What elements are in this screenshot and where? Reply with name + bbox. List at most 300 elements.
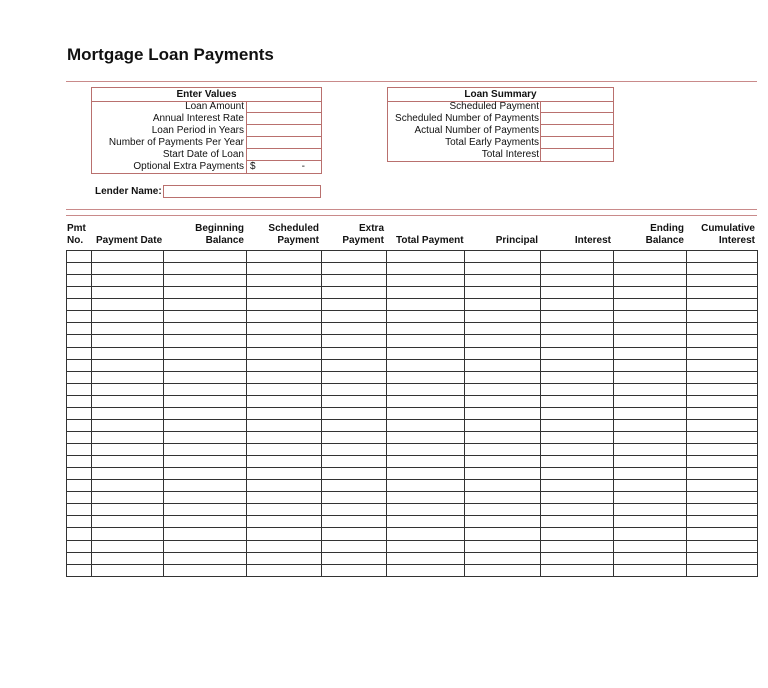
table-cell[interactable] — [247, 359, 322, 371]
table-cell[interactable] — [164, 407, 247, 419]
table-cell[interactable] — [614, 335, 687, 347]
table-cell[interactable] — [465, 431, 541, 443]
table-cell[interactable] — [322, 492, 387, 504]
table-cell[interactable] — [465, 251, 541, 263]
table-cell[interactable] — [387, 275, 465, 287]
table-cell[interactable] — [322, 275, 387, 287]
table-cell[interactable] — [322, 552, 387, 564]
table-cell[interactable] — [465, 359, 541, 371]
table-cell[interactable] — [687, 347, 758, 359]
table-cell[interactable] — [541, 371, 614, 383]
table-cell[interactable] — [322, 311, 387, 323]
table-cell[interactable] — [541, 528, 614, 540]
table-cell[interactable] — [164, 251, 247, 263]
table-cell[interactable] — [247, 419, 322, 431]
table-cell[interactable] — [387, 251, 465, 263]
table-cell[interactable] — [67, 323, 92, 335]
table-cell[interactable] — [387, 347, 465, 359]
table-cell[interactable] — [247, 480, 322, 492]
table-cell[interactable] — [322, 395, 387, 407]
table-cell[interactable] — [387, 371, 465, 383]
table-cell[interactable] — [687, 395, 758, 407]
table-cell[interactable] — [614, 431, 687, 443]
table-cell[interactable] — [92, 444, 164, 456]
table-cell[interactable] — [465, 323, 541, 335]
table-cell[interactable] — [247, 528, 322, 540]
table-cell[interactable] — [465, 564, 541, 576]
table-cell[interactable] — [322, 564, 387, 576]
table-cell[interactable] — [92, 407, 164, 419]
table-cell[interactable] — [247, 407, 322, 419]
table-cell[interactable] — [614, 371, 687, 383]
table-cell[interactable] — [164, 492, 247, 504]
lender-name-label: Lender Name: — [95, 186, 162, 197]
table-cell[interactable] — [92, 504, 164, 516]
extra-payments-field[interactable] — [246, 161, 321, 173]
table-cell[interactable] — [92, 456, 164, 468]
table-cell[interactable] — [465, 540, 541, 552]
table-cell[interactable] — [614, 468, 687, 480]
table-cell[interactable] — [322, 251, 387, 263]
table-cell[interactable] — [322, 299, 387, 311]
table-cell[interactable] — [164, 431, 247, 443]
table-cell[interactable] — [92, 540, 164, 552]
table-cell[interactable] — [92, 347, 164, 359]
table-cell[interactable] — [541, 516, 614, 528]
table-cell[interactable] — [164, 468, 247, 480]
table-cell[interactable] — [687, 480, 758, 492]
table-cell[interactable] — [164, 263, 247, 275]
table-cell[interactable] — [92, 287, 164, 299]
table-cell[interactable] — [541, 456, 614, 468]
table-cell[interactable] — [322, 371, 387, 383]
table-cell[interactable] — [387, 552, 465, 564]
table-cell[interactable] — [687, 311, 758, 323]
table-cell[interactable] — [387, 540, 465, 552]
actual-number-label: Actual Number of Payments — [414, 125, 539, 136]
table-cell[interactable] — [247, 251, 322, 263]
table-cell[interactable] — [164, 275, 247, 287]
table-cell[interactable] — [247, 287, 322, 299]
table-cell[interactable] — [322, 287, 387, 299]
table-cell[interactable] — [164, 287, 247, 299]
table-cell[interactable] — [67, 540, 92, 552]
table-cell[interactable] — [465, 371, 541, 383]
table-cell[interactable] — [92, 359, 164, 371]
table-cell[interactable] — [67, 419, 92, 431]
table-cell[interactable] — [67, 528, 92, 540]
header-line1 — [464, 223, 538, 235]
table-cell[interactable] — [687, 287, 758, 299]
table-cell[interactable] — [322, 480, 387, 492]
table-row — [67, 528, 758, 540]
table-cell[interactable] — [465, 444, 541, 456]
header-line2: Payment Date — [96, 235, 163, 246]
header-ending-balance — [613, 223, 684, 247]
table-cell[interactable] — [67, 431, 92, 443]
table-cell[interactable] — [465, 468, 541, 480]
table-cell[interactable] — [614, 552, 687, 564]
table-cell[interactable] — [614, 287, 687, 299]
table-cell[interactable] — [541, 540, 614, 552]
table-cell[interactable] — [247, 395, 322, 407]
table-cell[interactable] — [465, 528, 541, 540]
header-beginning-balance — [163, 223, 244, 247]
table-cell[interactable] — [614, 275, 687, 287]
table-cell[interactable] — [541, 323, 614, 335]
table-cell[interactable] — [541, 383, 614, 395]
table-cell[interactable] — [614, 444, 687, 456]
table-cell[interactable] — [614, 395, 687, 407]
table-cell[interactable] — [67, 383, 92, 395]
table-cell[interactable] — [387, 407, 465, 419]
table-cell[interactable] — [387, 564, 465, 576]
table-cell[interactable] — [67, 516, 92, 528]
table-cell[interactable] — [687, 263, 758, 275]
table-cell[interactable] — [164, 480, 247, 492]
table-cell[interactable] — [322, 359, 387, 371]
table-cell[interactable] — [541, 335, 614, 347]
table-cell[interactable] — [247, 516, 322, 528]
table-cell[interactable] — [541, 263, 614, 275]
table-cell[interactable] — [92, 299, 164, 311]
table-cell[interactable] — [687, 251, 758, 263]
table-cell[interactable] — [322, 383, 387, 395]
table-cell[interactable] — [614, 251, 687, 263]
table-cell[interactable] — [541, 359, 614, 371]
table-cell[interactable] — [247, 431, 322, 443]
table-row — [67, 407, 758, 419]
table-cell[interactable] — [687, 564, 758, 576]
table-cell[interactable] — [687, 492, 758, 504]
table-cell[interactable] — [322, 263, 387, 275]
table-cell[interactable] — [164, 540, 247, 552]
table-cell[interactable] — [92, 263, 164, 275]
table-cell[interactable] — [247, 275, 322, 287]
table-cell[interactable] — [541, 444, 614, 456]
table-cell[interactable] — [687, 516, 758, 528]
table-cell[interactable] — [387, 359, 465, 371]
table-cell[interactable] — [67, 371, 92, 383]
table-cell[interactable] — [92, 371, 164, 383]
table-cell[interactable] — [322, 323, 387, 335]
payments-per-year-field[interactable] — [246, 137, 321, 149]
table-cell[interactable] — [687, 299, 758, 311]
table-cell[interactable] — [614, 564, 687, 576]
table-cell[interactable] — [387, 480, 465, 492]
table-cell[interactable] — [465, 335, 541, 347]
table-cell[interactable] — [164, 323, 247, 335]
table-cell[interactable] — [687, 407, 758, 419]
table-cell[interactable] — [687, 323, 758, 335]
table-cell[interactable] — [387, 492, 465, 504]
table-cell[interactable] — [92, 383, 164, 395]
table-cell[interactable] — [541, 480, 614, 492]
table-cell[interactable] — [614, 480, 687, 492]
table-cell[interactable] — [247, 492, 322, 504]
table-cell[interactable] — [67, 311, 92, 323]
table-cell[interactable] — [67, 552, 92, 564]
table-cell[interactable] — [247, 552, 322, 564]
header-cumulative-interest — [686, 223, 755, 247]
table-cell[interactable] — [67, 275, 92, 287]
table-cell[interactable] — [322, 456, 387, 468]
table-cell[interactable] — [67, 335, 92, 347]
table-cell[interactable] — [247, 311, 322, 323]
table-row — [67, 299, 758, 311]
table-cell[interactable] — [67, 395, 92, 407]
table-cell[interactable] — [164, 444, 247, 456]
table-cell[interactable] — [322, 516, 387, 528]
table-cell[interactable] — [614, 492, 687, 504]
table-cell[interactable] — [387, 263, 465, 275]
table-cell[interactable] — [387, 419, 465, 431]
table-cell[interactable] — [541, 395, 614, 407]
table-cell[interactable] — [92, 492, 164, 504]
table-cell[interactable] — [541, 431, 614, 443]
loan-period-field[interactable] — [246, 125, 321, 137]
table-cell[interactable] — [67, 480, 92, 492]
table-cell[interactable] — [387, 444, 465, 456]
table-cell[interactable] — [687, 335, 758, 347]
table-cell[interactable] — [92, 431, 164, 443]
table-cell[interactable] — [164, 419, 247, 431]
table-cell[interactable] — [247, 299, 322, 311]
table-cell[interactable] — [92, 335, 164, 347]
table-cell[interactable] — [614, 299, 687, 311]
table-cell[interactable] — [687, 444, 758, 456]
table-cell[interactable] — [465, 347, 541, 359]
table-cell[interactable] — [164, 395, 247, 407]
table-cell[interactable] — [541, 407, 614, 419]
table-cell[interactable] — [614, 311, 687, 323]
table-cell[interactable] — [92, 480, 164, 492]
table-row — [67, 456, 758, 468]
table-cell[interactable] — [387, 287, 465, 299]
header-line1: Beginning — [195, 223, 244, 234]
table-cell[interactable] — [322, 347, 387, 359]
table-cell[interactable] — [92, 516, 164, 528]
table-cell[interactable] — [67, 251, 92, 263]
table-cell[interactable] — [465, 504, 541, 516]
table-cell[interactable] — [67, 263, 92, 275]
table-cell[interactable] — [465, 407, 541, 419]
table-cell[interactable] — [614, 540, 687, 552]
table-cell[interactable] — [247, 456, 322, 468]
table-cell[interactable] — [67, 359, 92, 371]
table-cell[interactable] — [614, 323, 687, 335]
table-cell[interactable] — [687, 456, 758, 468]
table-cell[interactable] — [687, 468, 758, 480]
table-cell[interactable] — [465, 456, 541, 468]
table-cell[interactable] — [687, 359, 758, 371]
table-cell[interactable] — [322, 468, 387, 480]
table-cell[interactable] — [387, 516, 465, 528]
table-cell[interactable] — [164, 311, 247, 323]
table-cell[interactable] — [164, 528, 247, 540]
table-cell[interactable] — [614, 347, 687, 359]
table-cell[interactable] — [541, 564, 614, 576]
table-cell[interactable] — [247, 504, 322, 516]
table-row — [67, 468, 758, 480]
table-cell[interactable] — [387, 299, 465, 311]
table-cell[interactable] — [541, 419, 614, 431]
table-row — [67, 480, 758, 492]
total-early-payments-field — [540, 137, 613, 149]
table-cell[interactable] — [322, 407, 387, 419]
table-cell[interactable] — [687, 371, 758, 383]
table-cell[interactable] — [247, 371, 322, 383]
start-date-field[interactable] — [246, 149, 321, 161]
header-principal — [464, 223, 538, 247]
table-cell[interactable] — [67, 287, 92, 299]
table-cell[interactable] — [687, 419, 758, 431]
table-cell[interactable] — [92, 275, 164, 287]
table-cell[interactable] — [247, 347, 322, 359]
table-cell[interactable] — [164, 504, 247, 516]
table-cell[interactable] — [387, 383, 465, 395]
table-cell[interactable] — [322, 335, 387, 347]
table-cell[interactable] — [67, 564, 92, 576]
table-cell[interactable] — [614, 359, 687, 371]
table-cell[interactable] — [247, 263, 322, 275]
table-cell[interactable] — [465, 383, 541, 395]
table-cell[interactable] — [164, 456, 247, 468]
table-cell[interactable] — [92, 251, 164, 263]
table-cell[interactable] — [92, 395, 164, 407]
table-cell[interactable] — [67, 468, 92, 480]
table-cell[interactable] — [322, 431, 387, 443]
table-cell[interactable] — [614, 383, 687, 395]
loan-amount-field[interactable] — [246, 101, 321, 113]
table-cell[interactable] — [322, 540, 387, 552]
interest-rate-field[interactable] — [246, 113, 321, 125]
table-cell[interactable] — [465, 275, 541, 287]
table-cell[interactable] — [387, 456, 465, 468]
table-cell[interactable] — [67, 299, 92, 311]
table-cell[interactable] — [67, 407, 92, 419]
table-cell[interactable] — [92, 528, 164, 540]
table-cell[interactable] — [687, 431, 758, 443]
table-cell[interactable] — [614, 263, 687, 275]
table-cell[interactable] — [164, 335, 247, 347]
table-cell[interactable] — [387, 311, 465, 323]
table-cell[interactable] — [164, 383, 247, 395]
table-cell[interactable] — [541, 492, 614, 504]
table-cell[interactable] — [541, 299, 614, 311]
table-cell[interactable] — [687, 383, 758, 395]
table-cell[interactable] — [465, 299, 541, 311]
header-line2: Balance — [645, 235, 684, 246]
table-cell[interactable] — [387, 528, 465, 540]
table-cell[interactable] — [465, 311, 541, 323]
table-cell[interactable] — [614, 528, 687, 540]
table-cell[interactable] — [465, 492, 541, 504]
table-cell[interactable] — [322, 528, 387, 540]
header-line2: Payment — [277, 235, 319, 246]
table-cell[interactable] — [164, 299, 247, 311]
table-cell[interactable] — [687, 540, 758, 552]
table-cell[interactable] — [247, 383, 322, 395]
table-cell[interactable] — [164, 371, 247, 383]
table-cell[interactable] — [247, 444, 322, 456]
table-cell[interactable] — [387, 335, 465, 347]
table-cell[interactable] — [387, 431, 465, 443]
table-cell[interactable] — [541, 287, 614, 299]
table-cell[interactable] — [465, 263, 541, 275]
table-cell[interactable] — [67, 492, 92, 504]
table-cell[interactable] — [387, 395, 465, 407]
table-row — [67, 419, 758, 431]
extra-payments-value: - — [301, 161, 305, 172]
table-cell[interactable] — [67, 456, 92, 468]
table-cell[interactable] — [687, 552, 758, 564]
table-row — [67, 552, 758, 564]
table-cell[interactable] — [67, 347, 92, 359]
table-cell[interactable] — [387, 468, 465, 480]
table-cell[interactable] — [541, 251, 614, 263]
table-cell[interactable] — [541, 552, 614, 564]
table-cell[interactable] — [387, 323, 465, 335]
table-cell[interactable] — [322, 504, 387, 516]
table-cell[interactable] — [67, 444, 92, 456]
table-cell[interactable] — [164, 516, 247, 528]
table-cell[interactable] — [465, 287, 541, 299]
table-cell[interactable] — [92, 564, 164, 576]
table-cell[interactable] — [92, 552, 164, 564]
table-cell[interactable] — [541, 347, 614, 359]
table-cell[interactable] — [164, 552, 247, 564]
table-cell[interactable] — [687, 504, 758, 516]
table-cell[interactable] — [322, 419, 387, 431]
table-cell[interactable] — [541, 311, 614, 323]
table-cell[interactable] — [247, 564, 322, 576]
table-cell[interactable] — [465, 395, 541, 407]
table-cell[interactable] — [541, 468, 614, 480]
table-cell[interactable] — [247, 540, 322, 552]
table-cell[interactable] — [164, 564, 247, 576]
table-cell[interactable] — [541, 504, 614, 516]
table-cell[interactable] — [465, 516, 541, 528]
header-line1: Pmt — [67, 223, 86, 234]
table-cell[interactable] — [614, 407, 687, 419]
table-cell[interactable] — [387, 504, 465, 516]
table-cell[interactable] — [67, 504, 92, 516]
table-cell[interactable] — [247, 468, 322, 480]
table-cell[interactable] — [687, 528, 758, 540]
table-cell[interactable] — [465, 552, 541, 564]
table-cell[interactable] — [614, 504, 687, 516]
table-cell[interactable] — [92, 419, 164, 431]
table-cell[interactable] — [92, 311, 164, 323]
table-cell[interactable] — [247, 335, 322, 347]
table-cell[interactable] — [322, 444, 387, 456]
table-cell[interactable] — [614, 456, 687, 468]
table-cell[interactable] — [92, 323, 164, 335]
table-cell[interactable] — [465, 419, 541, 431]
table-cell[interactable] — [687, 275, 758, 287]
table-row — [67, 431, 758, 443]
table-cell[interactable] — [614, 419, 687, 431]
lender-name-input[interactable] — [163, 185, 321, 198]
table-cell[interactable] — [164, 347, 247, 359]
table-cell[interactable] — [614, 516, 687, 528]
table-cell[interactable] — [164, 359, 247, 371]
table-cell[interactable] — [247, 323, 322, 335]
table-cell[interactable] — [92, 468, 164, 480]
table-cell[interactable] — [541, 275, 614, 287]
table-cell[interactable] — [465, 480, 541, 492]
